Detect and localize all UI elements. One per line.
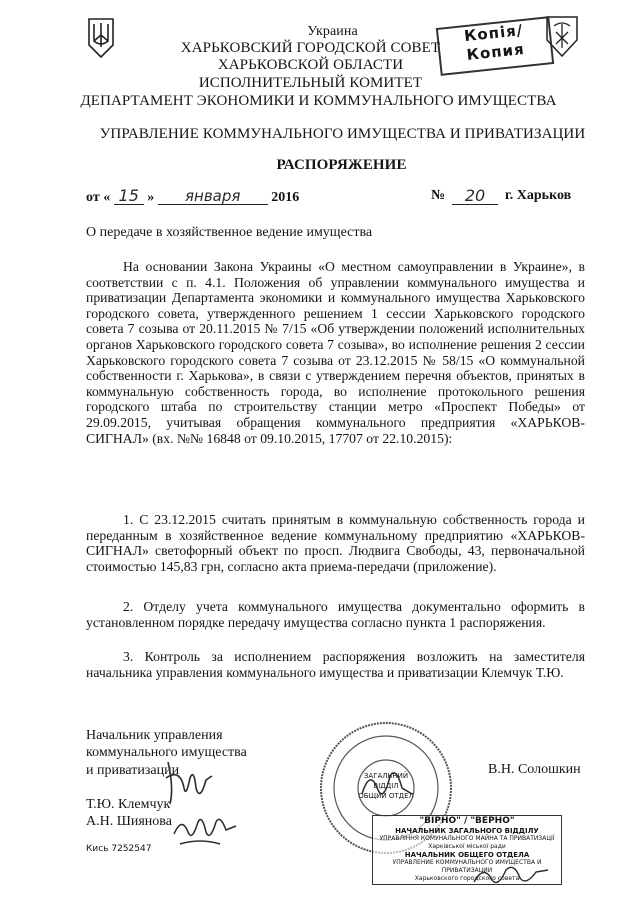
verify-stamp-line5: НАЧАЛЬНИК ОБЩЕГО ОТДЕЛА [404,851,530,859]
preamble-paragraph: На основании Закона Украины «О местном самоуправлении в Украине», в соответствии с п. 4.1. Положения об управлении коммунального имущества и приватизации Департамента экономики и коммунального имущества Харьковского городского совета, утвержденного решением 1 сессии Харьковского городского совета 7 созыва от 20.11.2015 № 7/15 «Об утверждении положений исполнительных органов Харьковского городского совета 7 созыва», во исполнение решения 2 сессии Харьковского городского совета 7 созыва от 23.12.2015 № 58/15 «О коммунальной собственности г. Харькова», в связи с утверждением перечня объектов, принятых в коммунальную собственность города, во исполнение протокольного решения городского штаба по строительству станции метро «Проспект Победы» от 29.09.2015, учитывая обращения коммунального предприятия «ХАРЬКОВ-СИГНАЛ» (вх. №№ 16848 от 09.10.2015, 17707 от 22.10.2015): [86,259,585,446]
city: г. Харьков [505,188,572,203]
round-stamp-center-2: ВІДДІЛ [373,782,399,790]
item-1: 1. С 23.12.2015 считать принятым в коммунальную собственность города и переданным в хозяйственное ведение коммунальному предприятию «ХАРЬКОВ-СИГНАЛ» светофорный объект по просп. Людвига Свободы, 43, первоначальной стоимостью 145,83 грн, согласно акта приема-передачи (приложение). [86,512,585,574]
copy-stamp-line1: Копія/ [463,21,525,46]
round-stamp-center-3: ОБЩИЙ ОТДЕЛ [358,792,414,800]
signer-position-1: Начальник управления [86,728,223,743]
verify-stamp-line1: "ВІРНО" / "ВЕРНО" [419,816,515,826]
signer-position-3: и приватизации [86,763,180,778]
number-sign: № [431,188,446,203]
copy-stamp-line2: Копия [465,39,526,64]
print-code: Кись 7252547 [86,844,152,854]
verify-stamp-line7: Харьковского городского совета [414,875,520,882]
signer-name: В.Н. Солошкин [488,762,581,777]
verify-stamp-line3: УПРАВЛІННЯ КОМУНАЛЬНОГО МАЙНА ТА ПРИВАТИЗАЦІЇ [379,835,555,842]
document-number: 20 [452,188,498,205]
document-title: РАСПОРЯЖЕНИЕ [276,157,407,173]
approval-signature [170,808,240,848]
header-committee: ИСПОЛНИТЕЛЬНЫЙ КОМИТЕТ [198,75,423,91]
approval-2: А.Н. Шиянова [86,814,172,829]
verify-stamp-line4: Харківської міської ради [428,843,506,850]
document-subject: О передаче в хозяйственное ведение имущества [86,225,373,240]
date-year: 2016 [271,190,300,205]
date-close: » [147,190,155,205]
header-country: Украина [307,24,358,39]
verify-stamp-line2: НАЧАЛЬНИК ЗАГАЛЬНОГО ВІДДІЛУ [395,827,539,835]
verify-signature [470,860,550,890]
item-3: 3. Контроль за исполнением распоряжения возложить на заместителя начальника управления коммунального имущества и приватизации Клемчук Т.Ю. [86,649,585,680]
header-council: ХАРЬКОВСКИЙ ГОРОДСКОЙ СОВЕТ [180,40,441,56]
signer-position-2: коммунального имущества [86,745,247,760]
round-stamp-center-1: ЗАГАЛЬНИЙ [363,772,409,780]
header-department: ДЕПАРТАМЕНТ ЭКОНОМИКИ И КОММУНАЛЬНОГО ИМУЩЕСТВА [80,93,557,109]
header-office: УПРАВЛЕНИЕ КОММУНАЛЬНОГО ИМУЩЕСТВА И ПРИВАТИЗАЦИИ [99,126,586,142]
date-day: 15 [114,188,144,205]
verify-stamp-line6: УПРАВЛЕНИЕ КОММУНАЛЬНОГО ИМУЩЕСТВА И ПРИВАТИЗАЦИИ [392,859,542,874]
date-month: января [158,188,268,205]
date-line [86,188,586,210]
header-region: ХАРЬКОВСКОЙ ОБЛАСТИ [217,57,404,73]
approval-1: Т.Ю. Клемчук [86,797,171,812]
date-from: от « [86,190,111,205]
item-2: 2. Отделу учета коммунального имущества документально оформить в установленном порядке передачу имущества согласно пункта 1 распоряжения. [86,599,585,630]
